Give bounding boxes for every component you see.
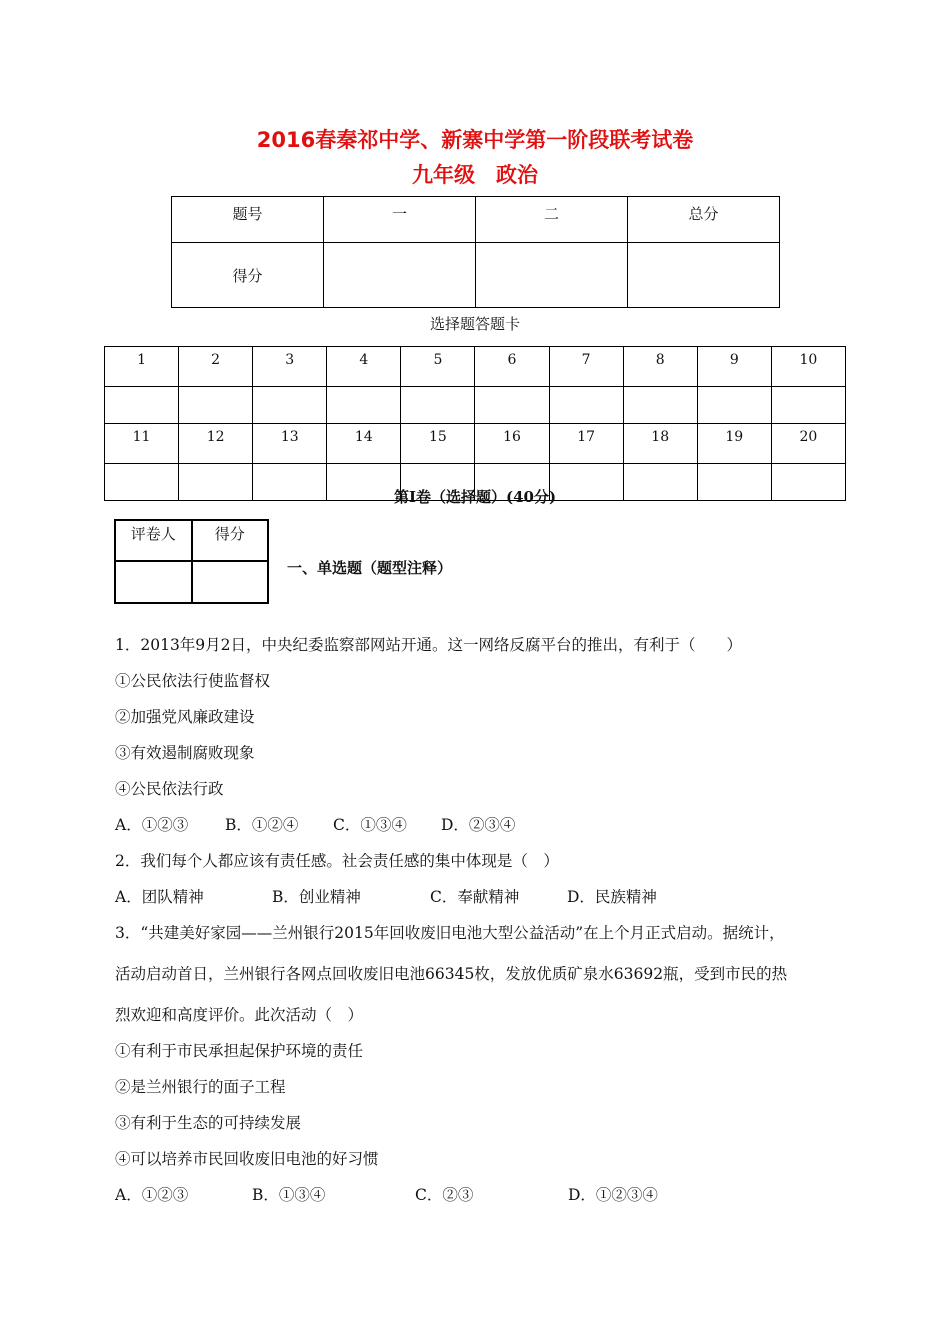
card-number: 12 [179, 424, 253, 464]
card-number: 18 [623, 424, 697, 464]
question-item: ①有利于市民承担起保护环境的责任 [115, 1042, 364, 1060]
score-cell-part1 [324, 243, 476, 308]
answer-options [115, 885, 657, 907]
question-stem: 活动启动首日，兰州银行各网点回收废旧电池66345枚，发放优质矿泉水63692瓶，受到市民的热 [115, 965, 788, 983]
option-d: D．①②③④ [568, 1186, 658, 1204]
grader-header: 评卷人 [115, 520, 192, 561]
score-header-label: 题号 [172, 197, 324, 243]
question-item: ③有利于生态的可持续发展 [115, 1114, 302, 1132]
card-number: 9 [697, 347, 771, 387]
option-c: C．②③ [415, 1186, 474, 1204]
card-answer-cell [549, 387, 623, 424]
card-number: 16 [475, 424, 549, 464]
score-table [171, 196, 780, 308]
question-item: ④公民依法行政 [115, 780, 224, 798]
score-cell-total [628, 243, 780, 308]
card-number: 11 [105, 424, 179, 464]
card-number: 3 [253, 347, 327, 387]
card-number: 14 [327, 424, 401, 464]
option-c: C．①③④ [333, 816, 407, 834]
option-a: A．①②③ [115, 1186, 189, 1204]
question-stem: 3．“共建美好家园——兰州银行2015年回收废旧电池大型公益活动”在上个月正式启动。据统计， [115, 924, 785, 942]
card-number: 6 [475, 347, 549, 387]
card-number: 7 [549, 347, 623, 387]
question-item: ①公民依法行使监督权 [115, 672, 271, 690]
score-header-total: 总分 [628, 197, 780, 243]
grader-score-header: 得分 [192, 520, 269, 561]
score-row-label: 得分 [172, 243, 324, 308]
option-d: D．民族精神 [567, 888, 657, 906]
card-number: 5 [401, 347, 475, 387]
card-number: 1 [105, 347, 179, 387]
option-c: C．奉献精神 [430, 888, 520, 906]
question-stem: 1．2013年9月2日，中央纪委监察部网站开通。这一网络反腐平台的推出，有利于（ ） [115, 636, 743, 654]
answer-card-title: 选择题答题卡 [429, 315, 520, 333]
card-answer-cell [623, 387, 697, 424]
question-item: ④可以培养市民回收废旧电池的好习惯 [115, 1150, 379, 1168]
card-number: 2 [179, 347, 253, 387]
card-number: 8 [623, 347, 697, 387]
card-answer-cell [179, 387, 253, 424]
card-answer-cell [327, 387, 401, 424]
card-number: 13 [253, 424, 327, 464]
question-stem: 2．我们每个人都应该有责任感。社会责任感的集中体现是（ ） [115, 852, 559, 870]
card-answer-cell [697, 387, 771, 424]
question-item: ②是兰州银行的面子工程 [115, 1078, 286, 1096]
option-a: A．团队精神 [115, 888, 204, 906]
score-header-part1: 一 [324, 197, 476, 243]
question-stem: 烈欢迎和高度评价。此次活动（ ） [115, 1006, 364, 1024]
card-answer-cell [105, 387, 179, 424]
answer-options [115, 813, 515, 835]
question-item: ②加强党风廉政建设 [115, 708, 255, 726]
card-number: 15 [401, 424, 475, 464]
option-b: B．①③④ [252, 1186, 326, 1204]
grader-table [114, 519, 269, 604]
score-header-part2: 二 [476, 197, 628, 243]
option-d: D．②③④ [441, 816, 516, 834]
section-title: 第Ⅰ卷（选择题）(40分) [393, 488, 557, 506]
exam-subtitle: 九年级 政治 [412, 163, 538, 187]
card-number: 10 [771, 347, 845, 387]
option-a: A．①②③ [115, 816, 189, 834]
grader-score-cell [192, 561, 269, 603]
exam-title: 2016春秦祁中学、新寨中学第一阶段联考试卷 [256, 128, 694, 152]
card-number: 17 [549, 424, 623, 464]
answer-card [104, 346, 846, 501]
card-number: 20 [771, 424, 845, 464]
option-b: B．创业精神 [272, 888, 361, 906]
card-answer-cell [401, 387, 475, 424]
card-answer-cell [771, 387, 845, 424]
answer-options [115, 1183, 658, 1205]
question-type-label: 一、单选题（题型注释） [287, 559, 453, 577]
option-b: B．①②④ [225, 816, 299, 834]
score-cell-part2 [476, 243, 628, 308]
question-item: ③有效遏制腐败现象 [115, 744, 255, 762]
card-number: 4 [327, 347, 401, 387]
card-answer-cell [475, 387, 549, 424]
grader-cell [115, 561, 192, 603]
card-number: 19 [697, 424, 771, 464]
card-answer-cell [253, 387, 327, 424]
